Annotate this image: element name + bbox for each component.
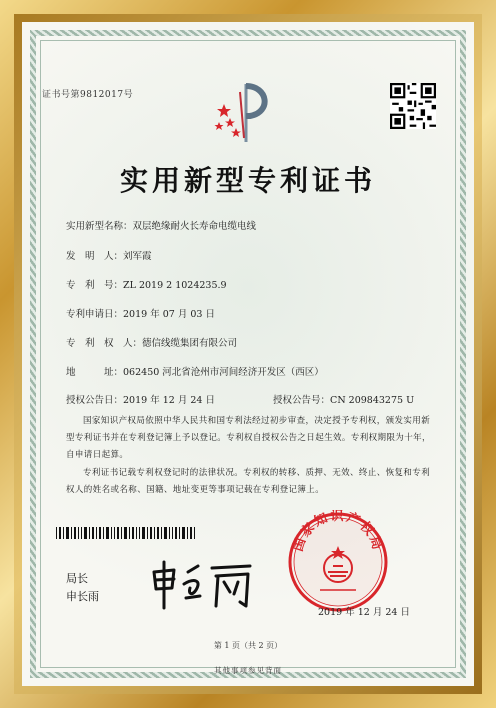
director-name: 申长雨 bbox=[66, 590, 99, 603]
field-label: 专 利 号： bbox=[66, 280, 124, 291]
grant-date-value: 2019 年 12 月 24 日 bbox=[123, 395, 215, 406]
certificate-number: 证书号第9812017号 bbox=[42, 90, 134, 100]
field-value: 双层绝缘耐火长寿命电缆电线 bbox=[132, 221, 257, 232]
field-value: 2019 年 07 月 03 日 bbox=[123, 309, 215, 320]
handwritten-signature bbox=[150, 558, 260, 612]
field-label: 地 址： bbox=[66, 367, 124, 378]
patent-office-emblem-icon bbox=[210, 78, 280, 148]
seal-text: 国家知识产权局 bbox=[290, 510, 386, 554]
grant-announce-value: CN 209843275 U bbox=[330, 395, 415, 406]
page-number: 第 1 页（共 2 页） bbox=[213, 641, 283, 650]
field-label: 专 利 权 人： bbox=[66, 338, 143, 349]
field-value: ZL 2019 2 1024235.9 bbox=[123, 280, 227, 291]
grant-info-row bbox=[66, 392, 414, 406]
seal-date: 2019 年 12 月 24 日 bbox=[318, 607, 410, 618]
barcode-icon bbox=[56, 527, 196, 539]
field-utility-model-name bbox=[66, 218, 256, 232]
field-patent-number bbox=[66, 277, 227, 291]
official-seal-icon bbox=[286, 510, 390, 614]
field-value: 刘军霞 bbox=[123, 251, 152, 262]
field-inventor bbox=[66, 248, 152, 262]
field-address bbox=[66, 364, 324, 378]
certificate-title: 实用新型专利证书 bbox=[119, 164, 376, 197]
field-value: 062450 河北省沧州市河间经济开发区（西区） bbox=[123, 367, 324, 378]
field-value: 德信线缆集团有限公司 bbox=[142, 338, 238, 349]
footer-note: 其他事项参见背面 bbox=[214, 666, 282, 675]
field-application-date bbox=[66, 306, 215, 320]
statement-paragraph-2: 专利证书记载专利权登记时的法律状况。专利权的转移、质押、无效、终止、恢复和专利权人的姓名或名称、国籍、地址变更等事项记载在专利登记簿上。 bbox=[66, 468, 431, 495]
field-patentee bbox=[66, 335, 237, 349]
field-label: 专利申请日： bbox=[66, 309, 124, 320]
field-label: 实用新型名称： bbox=[66, 221, 133, 232]
grant-date-label: 授权公告日： bbox=[66, 395, 124, 406]
field-label: 发 明 人： bbox=[66, 251, 124, 262]
qr-code-icon bbox=[390, 83, 436, 129]
director-title: 局长 bbox=[66, 572, 88, 585]
grant-announce-label: 授权公告号： bbox=[273, 395, 331, 406]
statement-paragraph-1: 国家知识产权局依照中华人民共和国专利法经过初步审查，决定授予专利权，颁发实用新型专利证书并在专利登记簿上予以登记。专利权自授权公告之日起生效。专利权期限为十年，自申请日起算。 bbox=[66, 416, 431, 460]
